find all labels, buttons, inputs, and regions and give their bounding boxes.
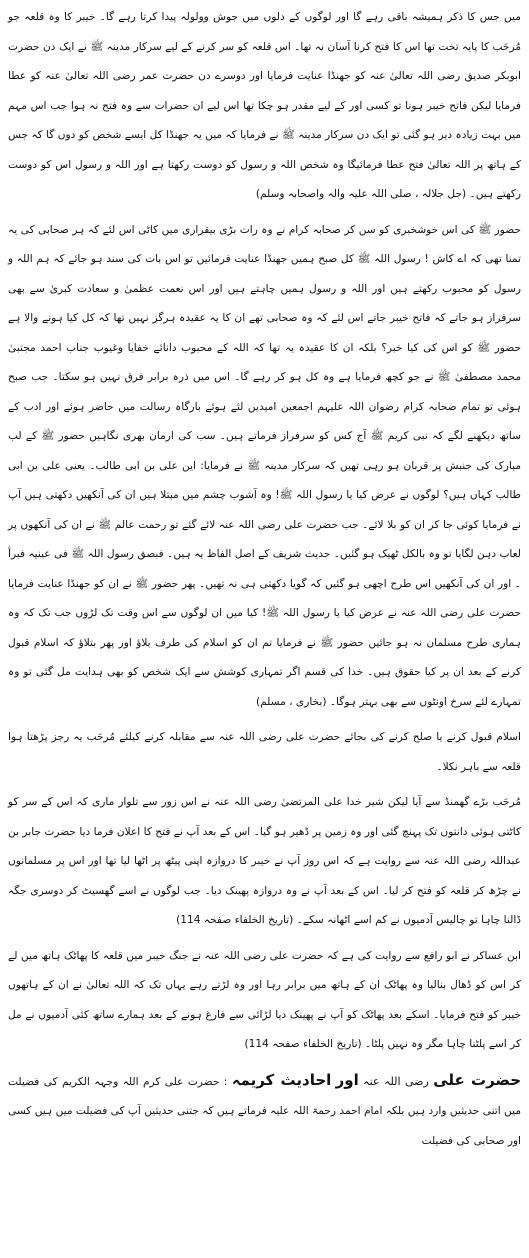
paragraph-marhab-killed: مُرحَب بڑے گھمنڈ سے آیا لیکن شیر خدا علی المرتضیٰ رضی اللہ عنہ نے اس زور سے تلوار ماری کہ اس کے سر کو کاٹتی ہوئی دانتوں تک پہنچ گئی اور وہ زمین پر ڈھیر ہو گیا۔ اس کے بعد آپ نے فتح کا اعلان فرما دیا حضرت جابر بن عبداللہ رضی اللہ عنہ سے روایت ہے کہ اس روز آپ نے خیبر کا دروازہ اپنی پیٹھ پر اٹھا لیا تھا اور اس پر مسلمانوں نے چڑھ کر قلعہ کو فتح کر لیا۔ اس کے بعد آپ نے وہ دروازہ پھینک دیا۔ جب لوگوں نے اسے گھسیٹ کر دوسری جگہ ڈالنا چاہا تو چالیس آدمیوں نے کم اسے اٹھانہ سکے۔ (تاریخ الخلفاء صفحہ 114) xyxy=(8,796,521,926)
section-heading-line xyxy=(8,1066,521,1157)
heading-and: اور xyxy=(335,1070,359,1089)
paragraph-gate-shield: ابن عساکر نے ابو رافع سے روایت کی ہے کہ حضرت علی رضی اللہ عنہ نے جنگ خیبر میں قلعہ کا پھاٹک ہاتھ میں لے کر اس کو ڈھال بنالیا وہ پھاٹک ان کے ہاتھ میں برابر رہا اور وہ لڑتے رہے یہاں تک کہ اللہ تعالیٰ نے ان کے ہاتھوں خیبر کو فتح فرمایا۔ اسکے بعد پھاٹک کو آپ نے پھینک دیا لڑائی سے فارغ ہونے کے بعد ہمارے ساتھ کئی آدمیوں نے مل کر اسے پلٹنا چاہا مگر وہ نہیں پلٹا۔ (تاریخ الخلفاء صفحہ 114) xyxy=(8,949,521,1050)
heading-ahadees: احادیث کریمہ xyxy=(231,1070,332,1089)
paragraph-khyber-intro: میں جس کا ذکر ہمیشہ باقی رہے گا اور لوگوں کے دلوں میں جوش وولولہ پیدا کرتا رہے گا۔ خیبر کا وہ قلعہ جو مُرحَب کا پایہ تخت تھا اس کا فتح کرنا آسان نہ تھا۔ اس قلعہ کو سر کرنے کے لیے سرکار مدینہ ﷺ نے ایک دن حضرت ابوبکر صدیق رضی اللہ تعالیٰ عنہ کو جھنڈا عنایت فرمایا اور دوسرے دن حضرت عمر رضی اللہ تعالیٰ عنہ کو عطا فرمایا لیکن فاتح خیبر ہونا تو کسی اور کے لیے مقدر ہو چکا تھا اس لیے ان حضرات سے وہ فتح نہ ہوا جب اس مہم میں بہت زیادہ دیر ہو گئی تو ایک دن سرکار مدینہ ﷺ نے فرمایا کہ میں یہ جھنڈا کل ایسے شخص کو دوں گا کہ جس کے ہاتھ پر اللہ تعالیٰ فتح عطا فرمائیگا وہ شخص اللہ و رسول کو دوست رکھتا ہے اور اللہ و رسول اس کو دوست رکھتے ہیں۔ (جل جلالہ ، صلی اللہ علیہ والہ واصحابہ وسلم) xyxy=(8,11,521,200)
paragraph-banner-story: حضور ﷺ کی اس خوشخبری کو سن کر صحابہ کرام نے وہ رات بڑی بیقراری میں کاٹی اس لئے کہ ہر صحابی کی یہ تمنا تھی کہ اے کاش ! رسول اللہ ﷺ کل صبح ہمیں جھنڈا عنایت فرمائیں تو اس بات کی سند ہو جائے کہ ہم اللہ و رسول کو محبوب رکھتے ہیں اور اللہ و رسول ہمیں چاہتے ہیں اور اس نعمت عظمیٰ و سعادت کبریٰ سے بھی سرفراز ہو جاتے کہ فاتح خیبر جاتے اس لئے کہ وہ صحابی تھے ان کا یہ عقیدہ ہرگز نہیں تھا کہ کل کیا ہونے والا ہے حضور ﷺ کو اس کی کیا خبر؟ بلکہ ان کا عقیدہ یہ تھا کہ اللہ کے محبوب دانائے خفایا وغیوب جناب احمد مجتبیٰ محمد مصطفیٰ ﷺ نے جو کچھ فرمایا ہے وہ کل ہو کر رہے گا۔ اس میں ذرہ برابر فرق نہیں ہو سکتا۔ جب صبح ہوئی تو تمام صحابہ کرام رضوان اللہ علیہم اجمعین امیدیں لئے ہوئے بارگاہ رسالت میں حاضر ہوئے اور ادب کے ساتھ دیکھنے لگے کہ نبی کریم ﷺ آج کس کو سرفراز فرماتے ہیں۔ سب کی ارمان بھری نگاہیں حضور ﷺ کے لب مبارک کی جنبش پر قربان ہو رہی تھیں کہ سرکار مدینہ ﷺ نے فرمایا: این علی بن ابی طالب۔ یعنی علی بن ابی طالب کہاں ہیں؟ لوگوں نے عرض کیا یا رسول اللہ ﷺ! وہ آشوب چشم میں مبتلا ہیں ان کی آنکھیں دکھتی ہیں آپ نے فرمایا کوئی جا کر ان کو بلا لائے۔ جب حضرت علی رضی اللہ عنہ لائے گئے تو رحمت عالم ﷺ نے ان کی آنکھوں پر لعاب دہن لگایا تو وہ بالکل ٹھیک ہو گئیں۔ حدیث شریف کے اصل الفاظ یہ ہیں۔ فبصق رسول اللہ ﷺ فی عینیہ فبرأ ۔ اور ان کی آنکھیں اس طرح اچھی ہو گئیں کہ گویا دکھتی ہی نہ تھیں۔ پھر حضور ﷺ نے ان کو جھنڈا عنایت فرمایا حضرت علی رضی اللہ عنہ نے عرض کیا یا رسول اللہ ﷺ! کیا میں ان لوگوں سے اس وقت تک لڑوں جب تک کہ وہ ہماری طرح مسلمان نہ ہو جائیں حضور ﷺ نے فرمایا تم ان کو اسلام کی طرف بلاؤ اور پھر بتلاؤ کہ اسلام قبول کرنے کے بعد ان پر کیا حقوق ہیں۔ خدا کی قسم اگر تمہاری کوشش سے ایک شخص کو بھی ہدایت مل گئی تو وہ تمہارے لئے سرخ اونٹوں سے بھی بہتر ہوگا۔ (بخاری ، مسلم) xyxy=(8,223,521,708)
heading-continuation: : حضرت علی کرم اللہ وجہہ الکریم کی فضیلت میں اتنی حدیثیں وارد ہیں بلکہ امام احمد رحمۃ اللہ علیہ فرماتے ہیں کہ جتنی حدیثیں آپ کی فضیلت میں ہیں کسی اور صحابی کی فضیلت xyxy=(8,1075,521,1147)
heading-hazrat-ali: حضرت علی xyxy=(433,1070,522,1089)
paragraph-marhab-challenge: اسلام قبول کرنے یا صلح کرنے کی بجائے حضرت علی رضی اللہ عنہ سے مقابلہ کرنے کیلئے مُرحَب یہ رجز پڑھتا ہوا قلعہ سے باہر نکلا۔ xyxy=(8,731,521,773)
heading-razi-allah: رضی اللہ عنہ xyxy=(363,1074,429,1088)
